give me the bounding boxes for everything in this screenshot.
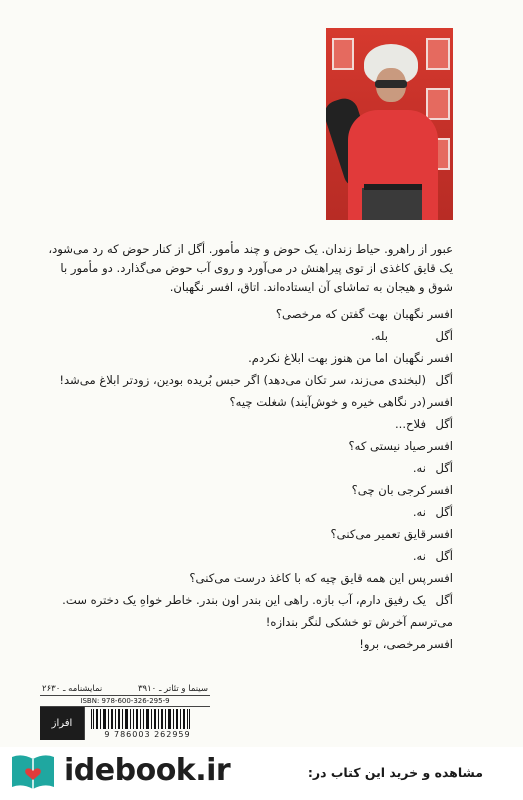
utterance: (در نگاهی خیره و خوش‌آیند) شغلت چیه؟	[229, 395, 426, 409]
dialogue-line	[40, 435, 453, 457]
utterance: نه.	[412, 461, 426, 475]
speaker-name: أگل	[435, 505, 453, 519]
utterance: بله.	[371, 329, 388, 343]
utterance: پس این همه قایق چیه که با کاغذ درست می‌کنی؟	[189, 571, 426, 585]
dialogue-line	[40, 325, 453, 347]
intro-line: عبور از راهرو. حیاط زندان. یک حوض و چند مأمور. أگل از کنار حوض که رد می‌شود،	[48, 242, 453, 256]
stage-direction	[40, 240, 453, 297]
utterance: قایق تعمیر می‌کنی؟	[330, 527, 426, 541]
speaker-name: افسر نگهبان	[393, 307, 453, 321]
dialogue-line	[40, 523, 453, 545]
dialogue-list	[40, 303, 453, 655]
author-photo	[326, 28, 453, 220]
dialogue-line	[40, 501, 453, 523]
dialogue-line	[40, 567, 453, 589]
utterance: فلاح...	[395, 417, 426, 431]
utterance: کرجی بان چی؟	[351, 483, 426, 497]
speaker-name: أگل	[435, 373, 453, 387]
dialogue-line	[40, 479, 453, 501]
speaker-name: افسر	[427, 395, 453, 409]
speaker-name: أگل	[435, 549, 453, 563]
speaker-name: افسر	[427, 439, 453, 453]
utterance: نه.	[412, 505, 426, 519]
speaker-name: أگل	[435, 329, 453, 343]
dialogue-line	[40, 589, 453, 611]
utterance-continuation: می‌ترسم آخرش تو خشکی لنگر بندازه!	[265, 615, 453, 629]
category-label: سینما و تئاتر ـ ۳۹۱۰	[137, 684, 208, 694]
dialogue-line	[40, 545, 453, 567]
isbn-label: ISBN: 978-600-326-295-9	[40, 696, 210, 707]
utterance: نه.	[412, 549, 426, 563]
utterance: یک رفیق دارم، آب بازه. راهی این بندر اون بندر. خاطر خواهِ یک دختره ست.	[62, 593, 426, 607]
dialogue-line	[40, 413, 453, 435]
site-brand[interactable]: idebook.ir	[64, 753, 231, 788]
intro-line: یک قایق کاغذی از توی پیراهنش در می‌آورد و روی آب حوض می‌گذارد. دو مأمور با	[60, 261, 453, 275]
utterance: مرخصی، برو!	[359, 637, 426, 651]
intro-line: شوق و هیجان به تماشای آن ایستاده‌اند. اتاق، افسر نگهبان.	[169, 280, 453, 294]
serial-label: نمایشنامه ـ ۲۶۳۰	[42, 684, 103, 694]
promo-banner[interactable]	[0, 727, 523, 800]
dialogue-line	[40, 633, 453, 655]
publisher-logo: افراز	[40, 707, 85, 740]
ean-number: 9 786003 262959	[104, 730, 191, 739]
speaker-name: افسر نگهبان	[393, 351, 453, 365]
utterance: صیاد نیستی که؟	[348, 439, 426, 453]
dialogue-line	[40, 369, 453, 391]
speaker-name: افسر	[427, 571, 453, 585]
speaker-name: افسر	[427, 637, 453, 651]
speaker-name: أگل	[435, 417, 453, 431]
promo-cta: مشاهده و خرید این کتاب در:	[307, 765, 483, 780]
dialogue-line	[40, 391, 453, 413]
speaker-name: أگل	[435, 593, 453, 607]
speaker-name: أگل	[435, 461, 453, 475]
speaker-name: افسر	[427, 527, 453, 541]
open-book-icon	[8, 749, 58, 793]
barcode-bars	[91, 709, 191, 729]
dialogue-line	[40, 303, 453, 325]
utterance: بهت گفتن که مرخصی؟	[275, 307, 388, 321]
speaker-name: افسر	[427, 483, 453, 497]
utterance: اما من هنوز بهت ابلاغ نکردم.	[248, 351, 388, 365]
utterance: (لبخندی می‌زند، سر تکان می‌دهد) اگر حبس بُریده بودین، زودتر ابلاغ می‌شد!	[59, 373, 426, 387]
play-excerpt	[40, 240, 453, 655]
dialogue-line	[40, 347, 453, 369]
dialogue-line	[40, 457, 453, 479]
